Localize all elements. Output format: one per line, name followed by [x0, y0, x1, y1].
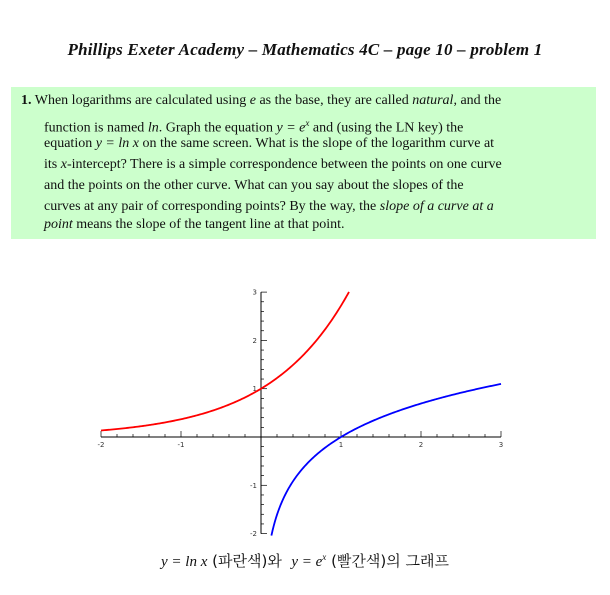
text-span: y = ln x — [95, 136, 139, 151]
text-span: function is named — [44, 120, 148, 136]
caption-text: (파란색)와 — [212, 552, 282, 570]
exp-curve — [101, 292, 349, 431]
text-span: e — [249, 93, 256, 108]
x-tick-label: -1 — [177, 441, 185, 449]
text-span: y = e — [276, 120, 306, 136]
text-span: natural — [412, 93, 454, 108]
text-span: slope of a curve at a — [379, 199, 494, 214]
text-span: means the slope of the tangent line at that point. — [72, 217, 345, 232]
problem-number: 1. — [21, 93, 32, 108]
caption-exp-sup: x — [322, 552, 327, 562]
text-span: -intercept? There is a simple correspondence between the points on one curve — [66, 157, 502, 172]
text-span: . Graph the equation — [158, 120, 277, 136]
text-span: as the base, they are called — [255, 93, 413, 108]
text-span: point — [44, 217, 73, 232]
graph-caption — [0, 550, 610, 571]
y-tick-label: -2 — [250, 530, 257, 539]
caption-eq-ln: y = ln x — [161, 554, 208, 570]
text-span: ln — [147, 120, 159, 136]
x-tick-label: 3 — [498, 441, 504, 449]
text-span: , and the — [453, 93, 502, 108]
text-span: and (using the LN key) the — [309, 120, 464, 136]
text-span: equation — [44, 136, 96, 151]
ln-curve — [271, 384, 504, 536]
page-header: Phillips Exeter Academy – Mathematics 4C – page 10 – problem 1 — [67, 40, 543, 59]
caption-text: (빨간색)의 그래프 — [331, 552, 449, 570]
x-tick-label: 1 — [338, 441, 344, 449]
y-tick-label: 3 — [252, 288, 257, 297]
caption-eq-exp: y = e — [291, 554, 323, 570]
text-span: When logarithms are calculated using — [34, 93, 250, 108]
text-span: curves at any pair of corresponding points? By the way, the — [44, 199, 380, 214]
text-span: x — [305, 118, 310, 128]
text-span: on the same screen. What is the slope of the logarithm curve at — [138, 136, 495, 151]
y-tick-label: 1 — [252, 385, 257, 394]
text-span: x — [60, 157, 67, 172]
text-span: its — [44, 157, 61, 172]
y-tick-label: -1 — [250, 481, 257, 490]
x-tick-label: 2 — [418, 441, 424, 449]
x-tick-label: -2 — [97, 441, 105, 449]
y-tick-label: 2 — [252, 336, 257, 345]
text-span: and the points on the other curve. What can you say about the slopes of the — [44, 178, 464, 193]
